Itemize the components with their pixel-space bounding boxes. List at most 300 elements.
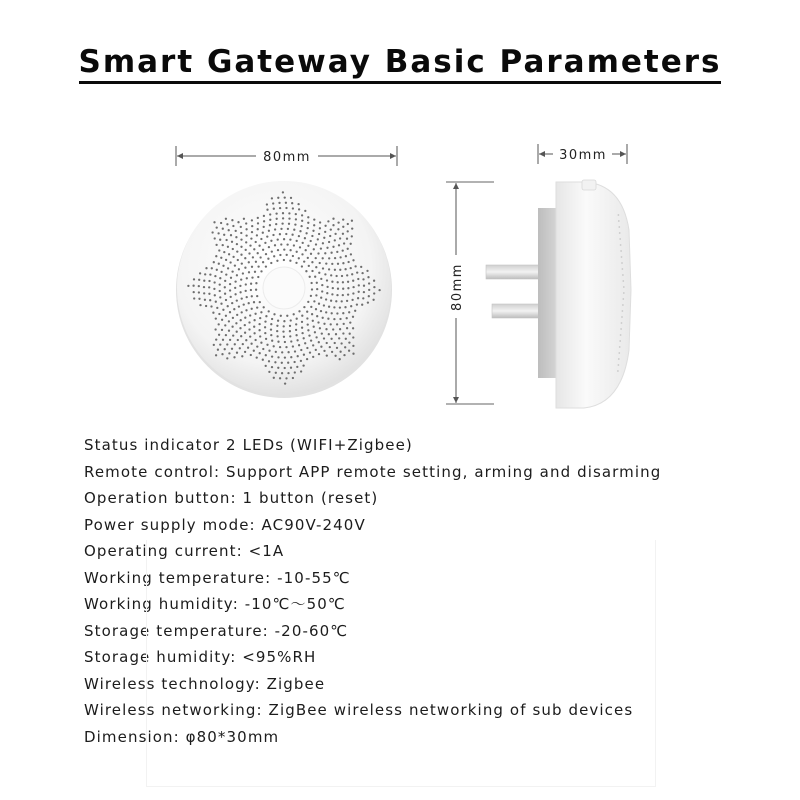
grille-hole (290, 340, 292, 342)
grille-hole (273, 255, 275, 257)
side-vent-hole (619, 346, 621, 348)
grille-hole (241, 355, 243, 357)
grille-hole (347, 230, 349, 232)
grille-hole (319, 221, 321, 223)
grille-hole (209, 273, 211, 275)
grille-hole (214, 294, 216, 296)
grille-hole (252, 256, 254, 258)
grille-hole (295, 334, 297, 336)
grille-hole (236, 314, 238, 316)
center-button (263, 267, 305, 309)
grille-hole (248, 271, 250, 273)
grille-hole (334, 355, 336, 357)
grille-hole (342, 281, 344, 283)
grille-hole (259, 352, 261, 354)
grille-hole (293, 244, 295, 246)
grille-hole (264, 326, 266, 328)
spec-line: Working humidity: -10℃～50℃ (84, 595, 346, 613)
grille-hole (271, 355, 273, 357)
grille-hole (342, 332, 344, 334)
grille-hole (245, 249, 247, 251)
grille-hole (316, 315, 318, 317)
grille-hole (236, 352, 238, 354)
grille-hole (277, 197, 279, 199)
grille-hole (236, 274, 238, 276)
grille-hole (244, 267, 246, 269)
grille-hole (257, 228, 259, 230)
grille-hole (227, 305, 229, 307)
grille-hole (262, 249, 264, 251)
grille-hole (313, 248, 315, 250)
side-depth-dimension (538, 144, 627, 164)
grille-hole (287, 228, 289, 230)
grille-hole (254, 313, 256, 315)
grille-hole (270, 240, 272, 242)
grille-hole (352, 280, 354, 282)
grille-hole (204, 299, 206, 301)
grille-hole (333, 306, 335, 308)
grille-hole (203, 292, 205, 294)
grille-hole (350, 267, 352, 269)
side-vent-hole (622, 280, 624, 282)
grille-hole (285, 377, 287, 379)
grille-hole (351, 273, 353, 275)
grille-hole (302, 242, 304, 244)
grille-hole (241, 311, 243, 313)
grille-hole (218, 334, 220, 336)
grille-hole (368, 282, 370, 284)
gateway-side-view (486, 180, 631, 408)
grille-hole (240, 278, 242, 280)
grille-hole (234, 293, 236, 295)
grille-hole (307, 329, 309, 331)
side-vent-hole (618, 214, 620, 216)
grille-hole (216, 226, 218, 228)
grille-hole (307, 216, 309, 218)
grille-hole (254, 339, 256, 341)
grille-hole (329, 235, 331, 237)
grille-hole (326, 247, 328, 249)
grille-hole (327, 318, 329, 320)
grille-hole (317, 321, 319, 323)
grille-hole (301, 332, 303, 334)
grille-hole (203, 280, 205, 282)
spec-line: Working temperature: -10-55℃ (84, 568, 351, 587)
grille-hole (299, 246, 301, 248)
grille-hole (357, 278, 359, 280)
grille-hole (343, 242, 345, 244)
grille-hole (300, 225, 302, 227)
grille-hole (322, 257, 324, 259)
grille-hole (217, 349, 219, 351)
grille-hole (301, 253, 303, 255)
grille-hole (317, 252, 319, 254)
grille-hole (260, 270, 262, 272)
grille-hole (250, 343, 252, 345)
grille-hole (341, 275, 343, 277)
grille-hole (228, 253, 230, 255)
grille-hole (240, 238, 242, 240)
grille-hole (244, 351, 246, 353)
grille-hole (361, 304, 363, 306)
grille-hole (237, 339, 239, 341)
grille-hole (264, 332, 266, 334)
grille-hole (283, 238, 285, 240)
grille-hole (284, 196, 286, 198)
grille-hole (350, 253, 352, 255)
grille-hole (246, 277, 248, 279)
grille-hole (251, 219, 253, 221)
grille-hole (339, 237, 341, 239)
grille-hole (187, 285, 189, 287)
grille-hole (270, 323, 272, 325)
grille-hole (311, 235, 313, 237)
grille-hole (339, 256, 341, 258)
grille-hole (315, 336, 317, 338)
grille-hole (354, 265, 356, 267)
grille-hole (283, 336, 285, 338)
side-vent-hole (622, 268, 624, 270)
grille-hole (220, 271, 222, 273)
grille-hole (198, 279, 200, 281)
grille-hole (237, 259, 239, 261)
grille-hole (242, 272, 244, 274)
grille-hole (277, 238, 279, 240)
grille-hole (339, 351, 341, 353)
grille-hole (253, 332, 255, 334)
grille-hole (326, 292, 328, 294)
grille-hole (292, 207, 294, 209)
grille-hole (231, 241, 233, 243)
grille-hole (222, 309, 224, 311)
grille-hole (266, 203, 268, 205)
grille-hole (276, 335, 278, 337)
grille-hole (324, 231, 326, 233)
grille-hole (234, 264, 236, 266)
grille-hole (279, 254, 281, 256)
grille-hole (240, 254, 242, 256)
grille-hole (350, 305, 352, 307)
grille-hole (346, 327, 348, 329)
grille-hole (301, 214, 303, 216)
grille-hole (248, 328, 250, 330)
grille-hole (253, 326, 255, 328)
grille-hole (243, 303, 245, 305)
grille-hole (349, 321, 351, 323)
grille-hole (288, 217, 290, 219)
grille-hole (378, 289, 380, 291)
grille-hole (347, 223, 349, 225)
side-vent-hole (621, 316, 623, 318)
grille-hole (288, 223, 290, 225)
grille-hole (358, 284, 360, 286)
grille-hole (332, 218, 334, 220)
grille-hole (317, 238, 319, 240)
grille-hole (224, 286, 226, 288)
grille-hole (309, 351, 311, 353)
grille-hole (271, 197, 273, 199)
grille-hole (332, 224, 334, 226)
grille-hole (295, 323, 297, 325)
grille-hole (332, 328, 334, 330)
grille-hole (204, 273, 206, 275)
grille-hole (314, 331, 316, 333)
grille-hole (330, 338, 332, 340)
side-vent-hole (619, 238, 621, 240)
grille-hole (213, 221, 215, 223)
grille-hole (275, 372, 277, 374)
side-vent-hole (618, 352, 620, 354)
grille-hole (277, 320, 279, 322)
grille-hole (295, 329, 297, 331)
grille-hole (311, 270, 313, 272)
grille-hole (270, 328, 272, 330)
grille-hole (358, 291, 360, 293)
grille-hole (280, 243, 282, 245)
front-width-dimension (176, 146, 397, 166)
grille-hole (326, 286, 328, 288)
spec-line: Storage temperature: -20-60℃ (84, 621, 349, 640)
grille-hole (215, 338, 217, 340)
grille-hole (281, 362, 283, 364)
grille-hole (205, 305, 207, 307)
grille-hole (277, 356, 279, 358)
grille-hole (215, 317, 217, 319)
grille-hole (246, 296, 248, 298)
grille-hole (248, 261, 250, 263)
grille-hole (213, 281, 215, 283)
page-title-text: Smart Gateway Basic Parameters (79, 44, 722, 84)
side-vent-hole (620, 244, 622, 246)
spec-line: Power supply mode: AC90V-240V (84, 515, 366, 534)
grille-hole (250, 237, 252, 239)
grille-hole (304, 237, 306, 239)
spec-line: Operating current: <1A (84, 542, 285, 560)
grille-hole (262, 232, 264, 234)
grille-hole (198, 285, 200, 287)
grille-hole (315, 266, 317, 268)
grille-hole (274, 361, 276, 363)
grille-hole (338, 244, 340, 246)
grille-hole (306, 311, 308, 313)
grille-hole (323, 304, 325, 306)
grille-hole (275, 223, 277, 225)
grille-hole (213, 261, 215, 263)
grille-hole (259, 256, 261, 258)
grille-hole (310, 295, 312, 297)
grille-hole (260, 342, 262, 344)
grille-hole (255, 282, 257, 284)
grille-hole (232, 256, 234, 258)
grille-hole (286, 243, 288, 245)
grille-hole (221, 329, 223, 331)
spec-line: Wireless networking: ZigBee wireless networking of sub devices (84, 701, 634, 719)
grille-hole (242, 343, 244, 345)
grille-hole (285, 233, 287, 235)
grille-hole (199, 304, 201, 306)
grille-hole (265, 253, 267, 255)
grille-hole (229, 339, 231, 341)
grille-hole (241, 297, 243, 299)
grille-hole (323, 323, 325, 325)
grille-hole (306, 317, 308, 319)
grille-hole (251, 276, 253, 278)
grille-hole (347, 248, 349, 250)
grille-hole (295, 262, 297, 264)
grille-hole (257, 217, 259, 219)
grille-hole (220, 303, 222, 305)
grille-hole (301, 315, 303, 317)
grille-hole (256, 356, 258, 358)
grille-hole (267, 258, 269, 260)
grille-hole (327, 220, 329, 222)
grille-hole (232, 334, 234, 336)
spec-line: Dimension: φ80*30mm (84, 727, 280, 746)
grille-hole (296, 251, 298, 253)
side-vent-hole (619, 232, 621, 234)
grille-hole (352, 286, 354, 288)
grille-hole (309, 276, 311, 278)
grille-hole (249, 335, 251, 337)
grille-hole (233, 356, 235, 358)
grille-hole (249, 244, 251, 246)
grille-hole (241, 262, 243, 264)
grille-hole (290, 367, 292, 369)
grille-hole (320, 247, 322, 249)
grille-hole (326, 354, 328, 356)
plug-base (538, 208, 558, 378)
grille-hole (276, 260, 278, 262)
grille-hole (346, 317, 348, 319)
grille-hole (266, 235, 268, 237)
grille-hole (218, 313, 220, 315)
grille-hole (211, 231, 213, 233)
grille-hole (325, 298, 327, 300)
grille-hole (262, 348, 264, 350)
grille-hole (313, 218, 315, 220)
grille-hole (238, 305, 240, 307)
top-clip (582, 180, 596, 190)
grille-hole (251, 266, 253, 268)
grille-hole (245, 309, 247, 311)
grille-hole (293, 313, 295, 315)
grille-hole (233, 308, 235, 310)
grille-hole (271, 366, 273, 368)
grille-hole (271, 318, 273, 320)
grille-hole (322, 267, 324, 269)
grille-hole (313, 300, 315, 302)
grille-hole (335, 300, 337, 302)
grille-hole (255, 261, 257, 263)
grille-hole (215, 244, 217, 246)
grille-hole (249, 314, 251, 316)
grille-hole (316, 288, 318, 290)
grille-hole (248, 302, 250, 304)
grille-hole (342, 218, 344, 220)
grille-hole (226, 357, 228, 359)
grille-hole (319, 327, 321, 329)
grille-hole (227, 246, 229, 248)
grille-hole (289, 335, 291, 337)
grille-hole (275, 351, 277, 353)
grille-hole (232, 248, 234, 250)
grille-hole (363, 291, 365, 293)
grille-hole (329, 346, 331, 348)
grille-hole (199, 272, 201, 274)
grille-hole (340, 342, 342, 344)
grille-hole (250, 354, 252, 356)
grille-hole (307, 257, 309, 259)
grille-hole (339, 269, 341, 271)
grille-hole (318, 233, 320, 235)
grille-hole (291, 234, 293, 236)
grille-hole (274, 244, 276, 246)
side-vent-hole (618, 220, 620, 222)
grille-hole (269, 213, 271, 215)
grille-hole (337, 263, 339, 265)
grille-hole (235, 322, 237, 324)
grille-hole (293, 361, 295, 363)
grille-hole (332, 246, 334, 248)
grille-hole (216, 307, 218, 309)
grille-hole (342, 249, 344, 251)
grille-hole (220, 257, 222, 259)
grille-hole (318, 303, 320, 305)
grille-hole (357, 297, 359, 299)
grille-hole (334, 257, 336, 259)
grille-hole (325, 328, 327, 330)
side-vent-hole (618, 364, 620, 366)
grille-hole (217, 232, 219, 234)
grille-hole (288, 212, 290, 214)
grille-hole (322, 242, 324, 244)
grille-hole (336, 312, 338, 314)
grille-hole (272, 234, 274, 236)
grille-hole (324, 273, 326, 275)
grille-hole (368, 289, 370, 291)
grille-hole (230, 277, 232, 279)
grille-hole (300, 370, 302, 372)
grille-hole (271, 340, 273, 342)
grille-hole (345, 338, 347, 340)
grille-hole (296, 339, 298, 341)
grille-hole (265, 265, 267, 267)
grille-hole (215, 301, 217, 303)
grille-hole (234, 280, 236, 282)
grille-hole (277, 249, 279, 251)
grille-hole (330, 252, 332, 254)
grille-hole (231, 326, 233, 328)
grille-hole (211, 267, 213, 269)
grille-hole (294, 371, 296, 373)
grille-hole (272, 202, 274, 204)
grille-hole (295, 218, 297, 220)
grille-hole (310, 282, 312, 284)
grille-hole (305, 232, 307, 234)
grille-hole (293, 229, 295, 231)
grille-hole (356, 271, 358, 273)
grille-hole (263, 226, 265, 228)
spec-line: Storage humidity: <95%RH (84, 648, 317, 666)
grille-hole (290, 319, 292, 321)
grille-hole (337, 228, 339, 230)
grille-hole (289, 249, 291, 251)
grille-hole (245, 222, 247, 224)
grille-hole (334, 269, 336, 271)
grille-hole (231, 302, 233, 304)
grille-hole (285, 202, 287, 204)
side-vent-hole (618, 358, 620, 360)
